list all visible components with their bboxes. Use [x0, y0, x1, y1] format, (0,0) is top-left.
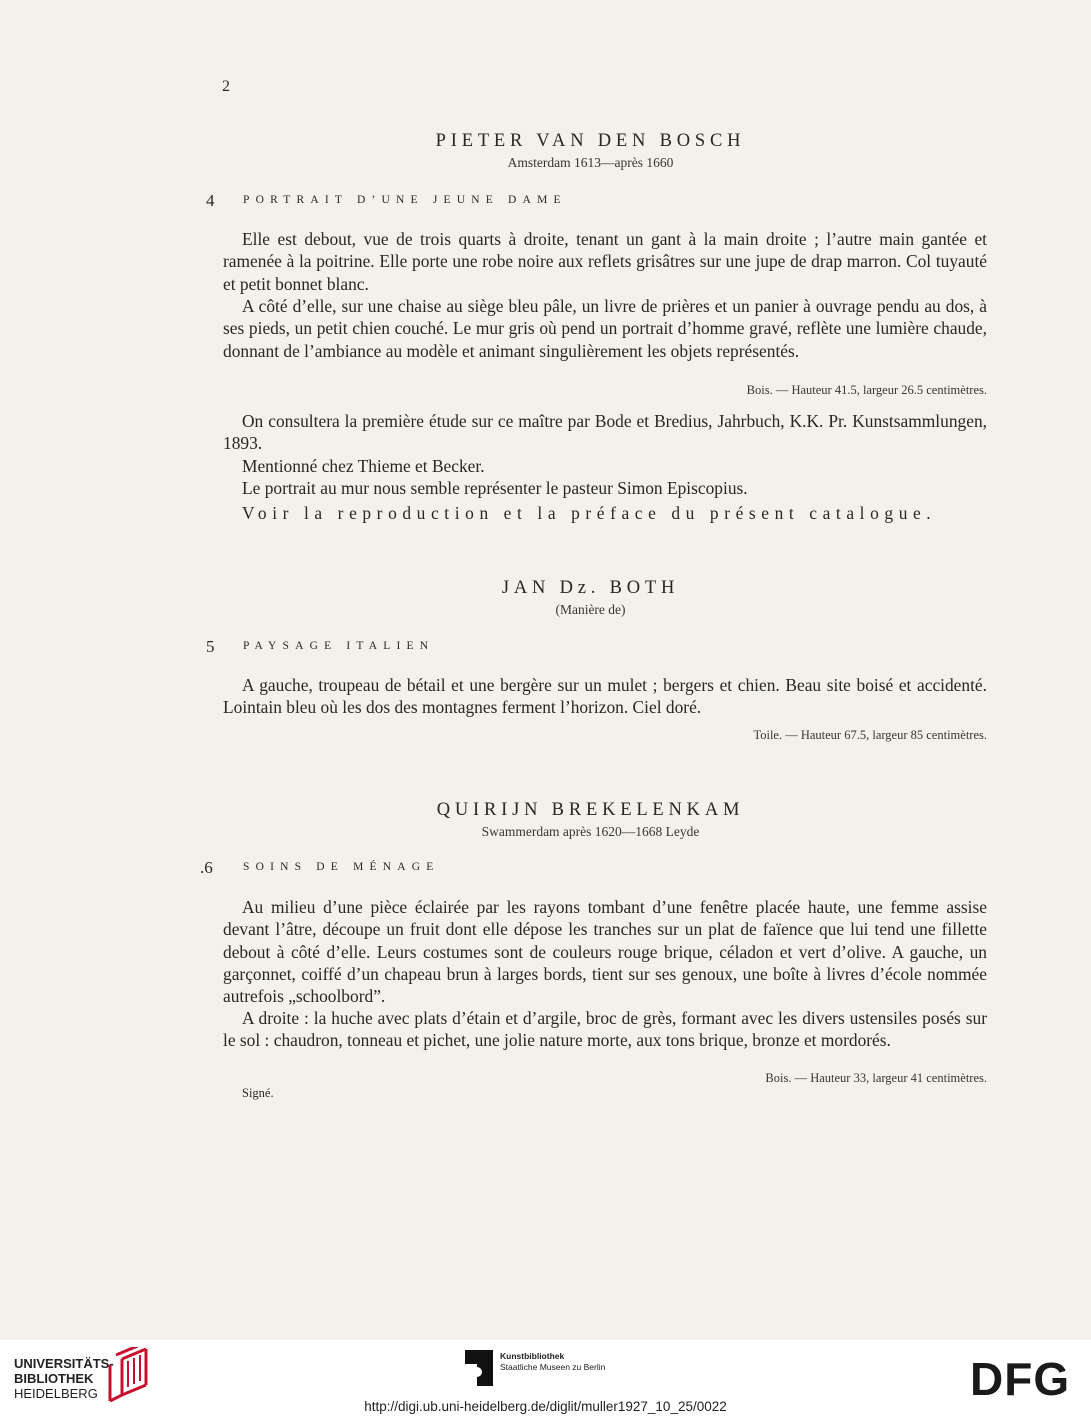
note-paragraph: [223, 477, 987, 499]
museum-line-2: Staatliche Museen zu Berlin: [500, 1362, 606, 1372]
library-line-2: BIBLIOTHEK: [14, 1371, 94, 1386]
source-url-link[interactable]: http://digi.ub.uni-heidelberg.de/diglit/muller1927_10_25/0022: [364, 1399, 727, 1414]
signed-note: Signé.: [242, 1086, 274, 1100]
lot-title-6: SOINS DE MÉNAGE: [243, 861, 440, 873]
artist-dates-bosch: Amsterdam 1613—après 1660: [507, 155, 674, 170]
paragraph-text: On consultera la première étude sur ce maître par Bode et Bredius, Jahrbuch, K.K. Pr. Kunstsammlungen, 1893.: [223, 411, 987, 454]
lot-number-5: 5: [206, 637, 215, 656]
note-paragraph: [223, 502, 987, 524]
artist-dates-brekelenkam: Swammerdam après 1620—1668 Leyde: [481, 824, 700, 839]
dimensions-6: Bois. — Hauteur 33, largeur 41 centimètres.: [765, 1071, 987, 1085]
artist-name-bosch: PIETER VAN DEN BOSCH: [435, 131, 746, 151]
lot-number-4: 4: [206, 191, 215, 210]
paragraph-text: Elle est debout, vue de trois quarts à droite, tenant un gant à la main droite ; l’autre main gantée et ramenée à la poitrine. Elle porte une robe noire aux reflets grisâtres sur une jupe de drap marron. Col tuyauté et petit bonnet blanc.: [223, 229, 987, 294]
paragraph-text: Mentionné chez Thieme et Becker.: [242, 456, 485, 476]
note-paragraph: [223, 410, 987, 455]
description-paragraph: [223, 295, 987, 362]
lot-number-6: .6: [200, 858, 213, 877]
description-paragraph: [223, 1007, 987, 1052]
paragraph-text: A gauche, troupeau de bétail et une bergère sur un mulet ; bergers et chien. Beau site boisé et accidenté. Lointain bleu où les dos des montagnes ferment l’horizon. Ciel doré.: [223, 675, 987, 718]
description-paragraph: [223, 674, 987, 719]
description-paragraph: [223, 228, 987, 295]
kunstbibliothek-logo-icon: [465, 1350, 493, 1386]
note-paragraph: [223, 455, 987, 477]
museum-label: [500, 1351, 605, 1373]
lot-title-5: PAYSAGE ITALIEN: [243, 640, 435, 652]
university-library-logo-icon: [106, 1347, 154, 1403]
paragraph-text: Le portrait au mur nous semble représenter le pasteur Simon Episcopius.: [242, 478, 748, 498]
library-line-3: HEIDELBERG: [14, 1386, 98, 1401]
description-paragraph: [223, 896, 987, 1007]
university-library-label: [14, 1356, 114, 1401]
library-line-1: UNIVERSITÄTS-: [14, 1356, 114, 1371]
paragraph-text: A droite : la huche avec plats d’étain et d’argile, broc de grès, formant avec les divers ustensiles posés sur le sol : chaudron, tonneau et pichet, une jolie nature morte, aux tons brique, bronze et mordorés.: [223, 1008, 987, 1051]
artist-note-both: (Manière de): [555, 602, 626, 617]
dimensions-4: Bois. — Hauteur 41.5, largeur 26.5 centimètres.: [746, 383, 987, 397]
paragraph-text: Voir la reproduction et la préface du présent catalogue.: [242, 503, 937, 523]
paragraph-text: A côté d’elle, sur une chaise au siège bleu pâle, un livre de prières et un panier à ouvrage pendu au dos, à ses pieds, un petit chien couché. Le mur gris où pend un portrait d’homme gravé, reflète une lumière chaude, donnant de l’ambiance au modèle et animant singulièrement les objets représentés.: [223, 296, 987, 361]
paragraph-text: Au milieu d’une pièce éclairée par les rayons tombant d’une fenêtre placée haute, une femme assise devant l’âtre, découpe un fruit dont elle dépose les tranches sur un plat de faïence que lui tend une fillette debout à côté d’elle. Leurs costumes sont de couleurs rouge brique, céladon et vert d’olive. A gauche, un garçonnet, coiffé d’un chapeau brun à larges bords, tient sur ses genoux, une boîte à livres d’école nommée autrefois „schoolbord”.: [223, 897, 987, 1007]
artist-name-both: JAN Dz. BOTH: [501, 578, 680, 598]
page-number: 2: [222, 78, 230, 95]
dimensions-5: Toile. — Hauteur 67.5, largeur 85 centimètres.: [753, 728, 987, 742]
lot-title-4: PORTRAIT D’UNE JEUNE DAME: [243, 194, 567, 206]
dfg-logo: DFG: [970, 1353, 1071, 1405]
artist-name-brekelenkam: QUIRIJN BREKELENKAM: [436, 800, 745, 820]
museum-line-1: Kunstbibliothek: [500, 1351, 565, 1361]
